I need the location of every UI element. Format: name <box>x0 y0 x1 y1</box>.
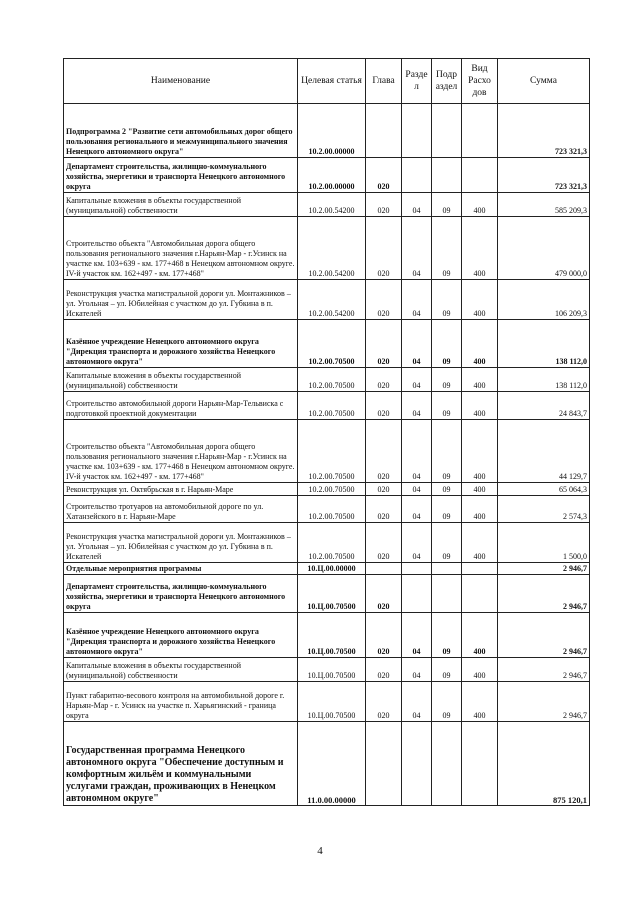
cell-sum: 2 574,3 <box>498 496 590 523</box>
cell-chapter: 020 <box>366 682 402 722</box>
table-row <box>64 320 590 368</box>
cell-sum: 2 946,7 <box>498 563 590 575</box>
table-row <box>64 613 590 658</box>
table-row <box>64 563 590 575</box>
cell-chapter <box>366 104 402 158</box>
cell-expense-type: 400 <box>462 217 498 280</box>
cell-chapter: 020 <box>366 368 402 392</box>
cell-subsection: 09 <box>432 658 462 682</box>
cell-section: 04 <box>402 280 432 320</box>
cell-subsection: 09 <box>432 280 462 320</box>
page-number: 4 <box>317 845 323 857</box>
cell-sum: 723 321,3 <box>498 158 590 193</box>
cell-section: 04 <box>402 420 432 483</box>
cell-expense-type: 400 <box>462 392 498 420</box>
table-row <box>64 483 590 496</box>
cell-name: Пункт габаритно-весового контроля на автомобильной дороге г. Нарьян-Мар - г. Усинск на участке п. Харьягинский - граница округа <box>64 682 298 722</box>
cell-chapter: 020 <box>366 613 402 658</box>
cell-chapter: 020 <box>366 392 402 420</box>
table-row <box>64 104 590 158</box>
cell-section: 04 <box>402 496 432 523</box>
table-body <box>64 104 590 806</box>
cell-sum: 2 946,7 <box>498 682 590 722</box>
cell-chapter: 020 <box>366 658 402 682</box>
cell-name: Строительство автомобильной дороги Нарьян-Мар-Тельвиска с подготовкой проектной документации <box>64 392 298 420</box>
cell-expense-type: 400 <box>462 483 498 496</box>
cell-target-article: 10.2.00.70500 <box>298 320 366 368</box>
table-row <box>64 193 590 217</box>
cell-name: Департамент строительства, жилищно-коммунального хозяйства, энергетики и транспорта Ненецкого автономного округа <box>64 575 298 613</box>
cell-name: Капитальные вложения в объекты государственной (муниципальной) собственности <box>64 193 298 217</box>
cell-target-article: 10.2.00.70500 <box>298 368 366 392</box>
cell-subsection: 09 <box>432 392 462 420</box>
cell-section: 04 <box>402 523 432 563</box>
cell-target-article: 10.Ц.00.70500 <box>298 613 366 658</box>
cell-name: Реконструкция ул. Октябрьская в г. Нарьян-Маре <box>64 483 298 496</box>
cell-expense-type: 400 <box>462 193 498 217</box>
cell-subsection: 09 <box>432 613 462 658</box>
cell-subsection: 09 <box>432 217 462 280</box>
cell-subsection: 09 <box>432 682 462 722</box>
table-header-row <box>64 59 590 104</box>
cell-expense-type: 400 <box>462 496 498 523</box>
cell-chapter: 020 <box>366 496 402 523</box>
cell-target-article: 10.Ц.00.70500 <box>298 682 366 722</box>
cell-name: Строительство объекта "Автомобильная дорога общего пользования регионального значения г.Нарьян-Мар - г.Усинск на участке км. 103+639 - км. 177+468 в Ненецком автономном округе. IV-й участок км. 162+497 - км. 177+468" <box>64 217 298 280</box>
cell-name: Реконструкция участка магистральной дороги ул. Монтажников – ул. Угольная – ул. Юбилейная с участком до ул. Губкина в п. Искателей <box>64 523 298 563</box>
cell-subsection: 09 <box>432 523 462 563</box>
cell-sum: 65 064,3 <box>498 483 590 496</box>
cell-target-article: 10.2.00.00000 <box>298 158 366 193</box>
cell-target-article: 10.2.00.54200 <box>298 193 366 217</box>
cell-chapter: 020 <box>366 193 402 217</box>
header-chapter: Глава <box>366 59 402 104</box>
cell-expense-type <box>462 575 498 613</box>
cell-name: Подпрограмма 2 "Развитие сети автомобильных дорог общего пользования регионального и межмуниципального значения Ненецкого автономного округа" <box>64 104 298 158</box>
cell-expense-type: 400 <box>462 682 498 722</box>
cell-target-article: 11.0.00.00000 <box>298 722 366 806</box>
cell-sum: 138 112,0 <box>498 320 590 368</box>
cell-target-article: 10.2.00.70500 <box>298 483 366 496</box>
header-section: Разде л <box>402 59 432 104</box>
cell-section <box>402 722 432 806</box>
cell-expense-type: 400 <box>462 613 498 658</box>
cell-sum: 106 209,3 <box>498 280 590 320</box>
cell-section <box>402 158 432 193</box>
cell-sum: 1 500,0 <box>498 523 590 563</box>
cell-section: 04 <box>402 658 432 682</box>
cell-name: Казённое учреждение Ненецкого автономного округа "Дирекция транспорта и дорожного хозяйства Ненецкого автономного округа" <box>64 613 298 658</box>
cell-subsection: 09 <box>432 320 462 368</box>
cell-subsection: 09 <box>432 496 462 523</box>
cell-section <box>402 575 432 613</box>
cell-subsection: 09 <box>432 420 462 483</box>
cell-expense-type: 400 <box>462 523 498 563</box>
cell-sum: 723 321,3 <box>498 104 590 158</box>
cell-name: Реконструкция участка магистральной дороги ул. Монтажников – ул. Угольная – ул. Юбилейная с участком до ул. Губкина в п. Искателей <box>64 280 298 320</box>
cell-subsection: 09 <box>432 483 462 496</box>
cell-section: 04 <box>402 682 432 722</box>
table-row <box>64 523 590 563</box>
cell-subsection: 09 <box>432 368 462 392</box>
cell-sum: 479 000,0 <box>498 217 590 280</box>
cell-expense-type: 400 <box>462 420 498 483</box>
cell-target-article: 10.2.00.00000 <box>298 104 366 158</box>
cell-sum: 585 209,3 <box>498 193 590 217</box>
cell-expense-type <box>462 722 498 806</box>
cell-name: Департамент строительства, жилищно-коммунального хозяйства, энергетики и транспорта Ненецкого автономного округа <box>64 158 298 193</box>
cell-name: Отдельные мероприятия программы <box>64 563 298 575</box>
cell-chapter: 020 <box>366 483 402 496</box>
cell-chapter: 020 <box>366 217 402 280</box>
budget-table <box>63 58 590 806</box>
cell-name: Строительство объекта "Автомобильная дорога общего пользования регионального значения г.Нарьян-Мар - г.Усинск на участке км. 103+639 - км. 177+468 в Ненецком автономном округе. IV-й участок км. 162+497 - км. 177+468" <box>64 420 298 483</box>
cell-chapter: 020 <box>366 523 402 563</box>
cell-section: 04 <box>402 368 432 392</box>
cell-target-article: 10.2.00.70500 <box>298 496 366 523</box>
cell-expense-type: 400 <box>462 658 498 682</box>
table-row <box>64 368 590 392</box>
cell-section <box>402 104 432 158</box>
cell-chapter: 020 <box>366 158 402 193</box>
cell-sum: 24 843,7 <box>498 392 590 420</box>
cell-chapter: 020 <box>366 280 402 320</box>
cell-target-article: 10.2.00.70500 <box>298 392 366 420</box>
cell-section <box>402 563 432 575</box>
cell-name: Капитальные вложения в объекты государственной (муниципальной) собственности <box>64 368 298 392</box>
cell-section: 04 <box>402 193 432 217</box>
header-subsection: Подр аздел <box>432 59 462 104</box>
cell-target-article: 10.2.00.70500 <box>298 420 366 483</box>
cell-chapter: 020 <box>366 320 402 368</box>
cell-sum: 44 129,7 <box>498 420 590 483</box>
table-row <box>64 280 590 320</box>
cell-section: 04 <box>402 217 432 280</box>
table-row <box>64 682 590 722</box>
cell-section: 04 <box>402 613 432 658</box>
table-row <box>64 420 590 483</box>
cell-sum: 2 946,7 <box>498 613 590 658</box>
cell-section: 04 <box>402 320 432 368</box>
cell-expense-type: 400 <box>462 368 498 392</box>
cell-target-article: 10.Ц.00.70500 <box>298 575 366 613</box>
cell-sum: 2 946,7 <box>498 658 590 682</box>
cell-target-article: 10.2.00.70500 <box>298 523 366 563</box>
cell-subsection <box>432 104 462 158</box>
cell-section: 04 <box>402 483 432 496</box>
cell-subsection <box>432 722 462 806</box>
cell-sum: 138 112,0 <box>498 368 590 392</box>
table-row <box>64 392 590 420</box>
header-name: Наименование <box>64 59 298 104</box>
cell-expense-type <box>462 158 498 193</box>
table-row <box>64 658 590 682</box>
cell-target-article: 10.2.00.54200 <box>298 217 366 280</box>
budget-document <box>63 58 589 806</box>
cell-subsection <box>432 563 462 575</box>
cell-subsection <box>432 575 462 613</box>
cell-target-article: 10.Ц.00.00000 <box>298 563 366 575</box>
cell-sum: 875 120,1 <box>498 722 590 806</box>
cell-chapter: 020 <box>366 575 402 613</box>
cell-expense-type: 400 <box>462 280 498 320</box>
header-target-article: Целевая статья <box>298 59 366 104</box>
table-row <box>64 496 590 523</box>
table-row <box>64 217 590 280</box>
cell-name: Капитальные вложения в объекты государственной (муниципальной) собственности <box>64 658 298 682</box>
cell-expense-type <box>462 104 498 158</box>
cell-chapter <box>366 722 402 806</box>
cell-name: Государственная программа Ненецкого автономного округа "Обеспечение доступным и комфортным жильём и коммунальными услугами граждан, проживающих в Ненецком автономном округе" <box>64 722 298 806</box>
cell-chapter: 020 <box>366 420 402 483</box>
cell-expense-type <box>462 563 498 575</box>
header-sum: Сумма <box>498 59 590 104</box>
cell-target-article: 10.Ц.00.70500 <box>298 658 366 682</box>
cell-subsection <box>432 158 462 193</box>
table-row <box>64 722 590 806</box>
cell-sum: 2 946,7 <box>498 575 590 613</box>
cell-name: Казённое учреждение Ненецкого автономного округа "Дирекция транспорта и дорожного хозяйства Ненецкого автономного округа" <box>64 320 298 368</box>
cell-section: 04 <box>402 392 432 420</box>
cell-target-article: 10.2.00.54200 <box>298 280 366 320</box>
header-expense-type: Вид Расхо дов <box>462 59 498 104</box>
cell-name: Строительство тротуаров на автомобильной дороге по ул. Хатанзейского в г. Нарьян-Маре <box>64 496 298 523</box>
cell-expense-type: 400 <box>462 320 498 368</box>
table-row <box>64 158 590 193</box>
cell-subsection: 09 <box>432 193 462 217</box>
table-row <box>64 575 590 613</box>
cell-chapter <box>366 563 402 575</box>
